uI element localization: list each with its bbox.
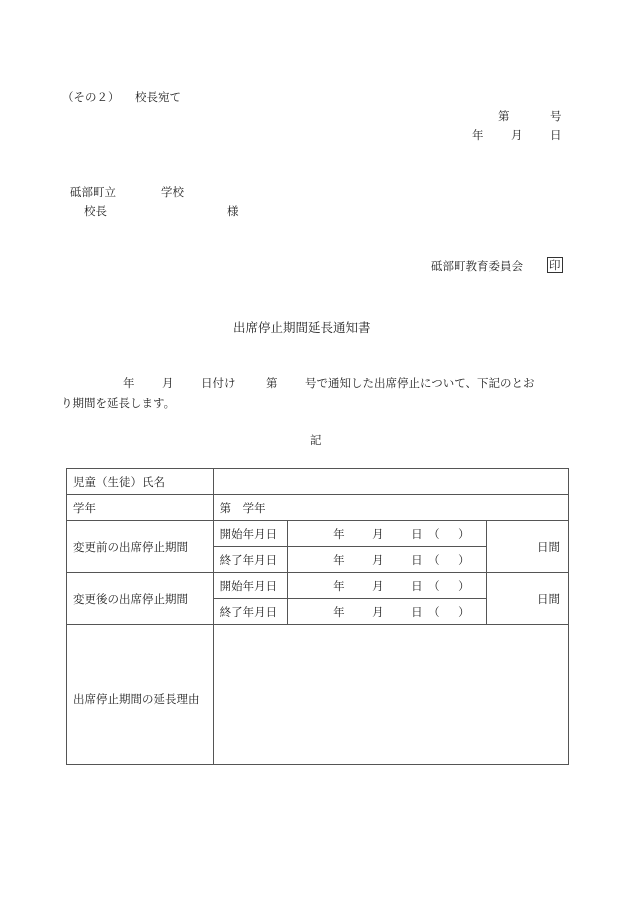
row-grade: [67, 495, 569, 521]
student-name-field[interactable]: [213, 469, 568, 495]
body-number-prefix: 第: [266, 376, 278, 390]
after-start-date-field[interactable]: [288, 573, 487, 599]
date-month: 月: [511, 128, 523, 142]
paren-close: ）: [458, 526, 470, 541]
date-day: 日: [411, 526, 423, 541]
date-month: 月: [372, 526, 384, 541]
after-period-label: 変更後の出席停止期間: [67, 573, 214, 625]
reason-label: 出席停止期間の延長理由: [67, 625, 214, 765]
ki-mark: 記: [310, 433, 322, 447]
body-year: 年: [123, 376, 135, 390]
row-before-start: [67, 521, 569, 547]
grade-label: 学年: [67, 495, 214, 521]
addressee-type: 校長宛て: [135, 90, 181, 104]
date-month: 月: [372, 552, 384, 567]
recipient-honorific: 様: [227, 204, 239, 218]
recipient-principal: 校長: [84, 204, 107, 218]
recipient-town: 砥部町立: [70, 185, 116, 199]
grade-field[interactable]: 第 学年: [213, 495, 568, 521]
before-end-label: 終了年月日: [213, 547, 287, 573]
form-label: （その２）: [62, 90, 120, 104]
row-reason: [67, 625, 569, 765]
student-name-label: 児童（生徒）氏名: [67, 469, 214, 495]
date-day: 日: [411, 604, 423, 619]
date-year: 年: [333, 552, 345, 567]
number-prefix: 第: [498, 109, 510, 123]
before-start-label: 開始年月日: [213, 521, 287, 547]
number-suffix: 号: [550, 109, 562, 123]
seal-text: 印: [549, 258, 561, 272]
paren-open: （: [428, 604, 440, 619]
date-year: 年: [472, 128, 484, 142]
paren-close: ）: [458, 552, 470, 567]
row-student-name: [67, 469, 569, 495]
after-end-date-field[interactable]: [288, 599, 487, 625]
body-day-dated: 日付け: [201, 376, 236, 390]
paren-open: （: [428, 526, 440, 541]
date-year: 年: [333, 604, 345, 619]
before-period-label: 変更前の出席停止期間: [67, 521, 214, 573]
body-text-line2: り期間を延長します。: [61, 396, 176, 410]
date-year: 年: [333, 578, 345, 593]
after-end-label: 終了年月日: [213, 599, 287, 625]
date-day: 日: [550, 128, 562, 142]
body-month: 月: [162, 376, 174, 390]
form-table: [66, 468, 569, 765]
row-after-start: [67, 573, 569, 599]
sender-name: 砥部町教育委員会: [431, 259, 523, 273]
paren-open: （: [428, 552, 440, 567]
recipient-school: 学校: [161, 185, 184, 199]
date-day: 日: [411, 552, 423, 567]
after-days-field[interactable]: 日間: [486, 573, 568, 625]
before-end-date-field[interactable]: [288, 547, 487, 573]
reason-field[interactable]: [213, 625, 568, 765]
date-year: 年: [333, 526, 345, 541]
after-start-label: 開始年月日: [213, 573, 287, 599]
date-month: 月: [372, 604, 384, 619]
paren-close: ）: [458, 578, 470, 593]
date-month: 月: [372, 578, 384, 593]
date-day: 日: [411, 578, 423, 593]
paren-open: （: [428, 578, 440, 593]
body-text-line1: 号で通知した出席停止について、下記のとお: [305, 376, 535, 390]
before-days-field[interactable]: 日間: [486, 521, 568, 573]
seal-mark: [547, 257, 563, 273]
paren-close: ）: [458, 604, 470, 619]
document-title: 出席停止期間延長通知書: [233, 320, 371, 335]
before-start-date-field[interactable]: [288, 521, 487, 547]
